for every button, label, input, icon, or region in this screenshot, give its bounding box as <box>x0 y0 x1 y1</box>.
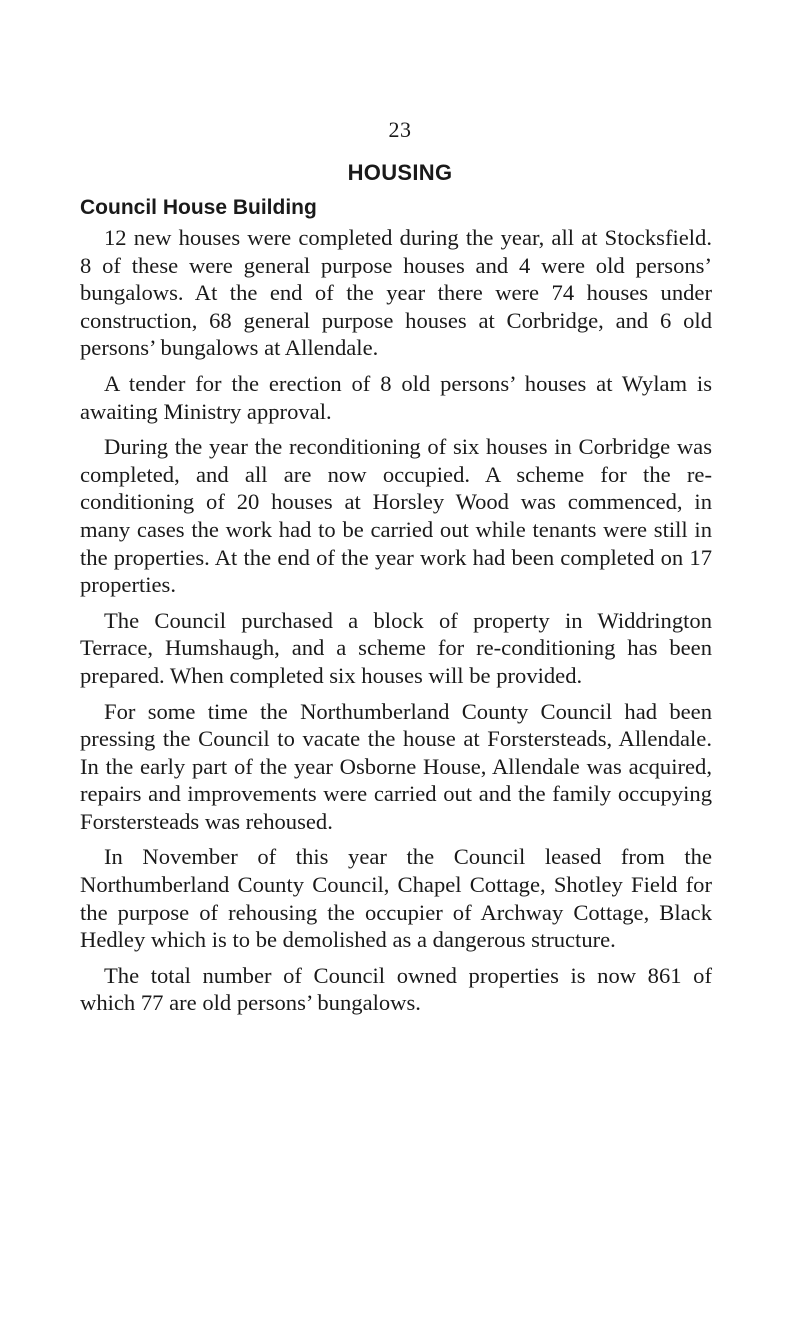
subsection-heading: Council House Building <box>80 196 317 219</box>
paragraph-widdrington-terrace: The Council purchased a block of property in Widdrington Terrace, Humshaugh, and a scheme for re-conditioning has been prepared. When completed six houses will be provided. <box>80 607 712 688</box>
paragraph-chapel-cottage: In November of this year the Council leased from the Northumberland County Council, Chapel Cottage, Shotley Field for the purpose of rehousing the occupier of Archway Cottage, Black Hedley which is to be demolished as a dangerous structure. <box>80 844 712 953</box>
paragraph-completed-houses: 12 new houses were completed during the year, all at Stocksfield. 8 of these were general purpose houses and 4 were old persons’ bungalows. At the end of the year there were 74 houses under construction, 68 general purpose houses at Corbridge, and 6 old persons’ bungalows at Allendale. <box>80 225 712 361</box>
paragraph-forstersteads: For some time the Northumberland County Council had been pressing the Council to vacate the house at Forstersteads, Allendale. In the early part of the year Osborne House, Allendale was acquired, repairs and improvements were carried out and the family occupying Forstersteads was rehoused. <box>80 698 712 834</box>
section-heading: HOUSING <box>347 160 453 185</box>
paragraph-reconditioning: During the year the reconditioning of six houses in Corbridge was completed, and all are now occupied. A scheme for the re-conditioning of 20 houses at Horsley Wood was commenced, in many cases the work had to be carried out while tenants were still in the properties. At the end of the year work had been completed on 17 properties. <box>80 434 712 598</box>
paragraph-total-properties: The total number of Council owned properties is now 861 of which 77 are old persons’ bungalows. <box>80 962 712 1016</box>
page-number: 23 <box>388 117 412 142</box>
body-text <box>80 224 712 1025</box>
paragraph-wylam-tender: A tender for the erection of 8 old persons’ houses at Wylam is awaiting Ministry approval. <box>80 370 712 424</box>
